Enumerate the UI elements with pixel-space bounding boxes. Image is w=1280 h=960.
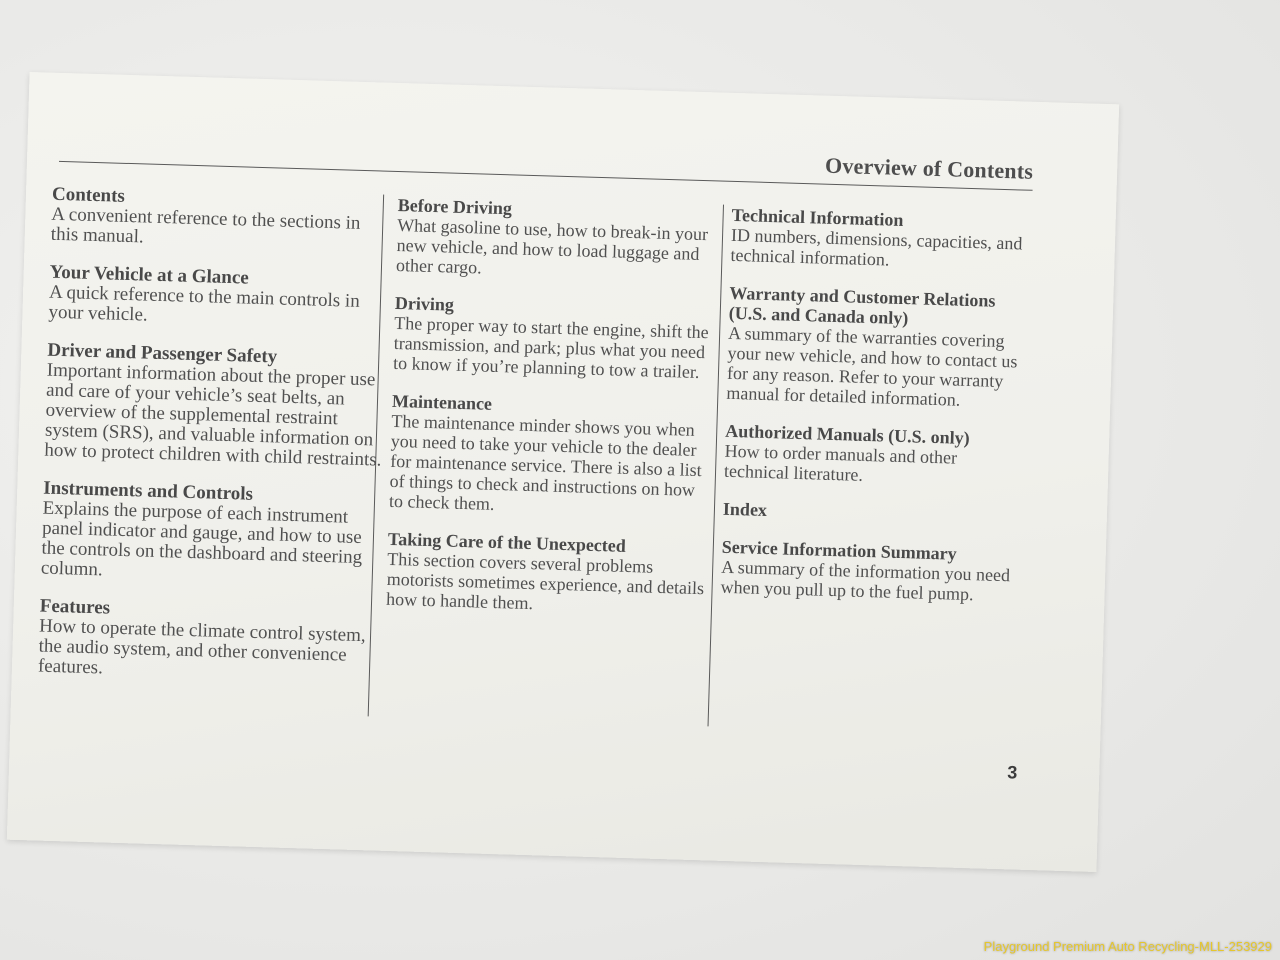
section-title: Authorized Manuals (U.S. only)	[724, 420, 971, 449]
manual-page	[7, 72, 1119, 872]
section-authorized-manuals	[724, 421, 1026, 490]
section-technical-information	[730, 205, 1032, 274]
section-title: Maintenance	[391, 390, 493, 414]
section-contents	[51, 185, 393, 255]
section-warranty	[726, 283, 1029, 412]
watermark-text: Playground Premium Auto Recycling-MLL-253929	[983, 939, 1272, 954]
column-left	[37, 185, 392, 705]
section-description: A convenient reference to the sections in this manual.	[50, 203, 361, 248]
section-description: How to operate the climate control system, the audio system, and other convenience features.	[37, 615, 366, 679]
section-title: Contents	[51, 183, 126, 207]
section-vehicle-at-a-glance	[48, 263, 390, 333]
section-title: Your Vehicle at a Glance	[49, 261, 250, 289]
page-number: 3	[1006, 762, 1018, 783]
section-description: A quick reference to the main controls in your vehicle.	[48, 281, 361, 326]
section-title: Taking Care of the Unexpected	[387, 528, 627, 556]
section-title: Driver and Passenger Safety	[47, 339, 278, 368]
section-index	[723, 499, 1023, 528]
column-middle	[385, 195, 718, 636]
section-before-driving	[396, 195, 718, 284]
section-description: The proper way to start the engine, shift the transmission, and park; plus what you need to know if you’re planning to tow a trailer.	[392, 312, 709, 382]
section-driver-passenger-safety	[44, 341, 387, 471]
page-title: Overview of Contents	[824, 152, 1034, 184]
section-description: This section covers several problems motorists sometimes experience, and details how to handle them.	[385, 548, 705, 614]
section-description: ID numbers, dimensions, capacities, and technical information.	[730, 224, 1023, 270]
section-features	[38, 597, 380, 687]
column-right	[720, 205, 1032, 624]
section-service-information	[720, 537, 1022, 606]
section-description: A summary of the information you need when you pull up to the fuel pump.	[720, 556, 1011, 605]
section-title: Features	[39, 595, 111, 619]
section-driving	[393, 293, 715, 382]
section-unexpected	[386, 529, 708, 618]
section-description: What gasoline to use, how to break-in your new vehicle, and how to load luggage and other cargo.	[395, 214, 709, 278]
section-description: A summary of the warranties covering your new vehicle, and how to contact us for any reason. Refer to your warranty manual for detailed information.	[726, 322, 1018, 410]
section-maintenance	[389, 391, 712, 520]
section-title: Warranty and Customer Relations (U.S. and Canada only)	[728, 282, 996, 329]
section-title: Before Driving	[397, 194, 513, 219]
section-description: Important information about the proper use and care of your vehicle’s seat belts, an overview of the supplemental restraint system (SRS), and valuable information on how to protect children with child restraints.	[44, 359, 382, 471]
section-title: Instruments and Controls	[42, 477, 254, 505]
section-title: Driving	[394, 292, 455, 315]
section-title: Technical Information	[731, 204, 904, 230]
section-description: How to order manuals and other technical literature.	[723, 440, 958, 485]
section-description: Explains the purpose of each instrument panel indicator and gauge, and how to use the controls on the dashboard and steering column.	[40, 497, 363, 581]
section-title: Index	[722, 498, 768, 521]
section-title: Service Information Summary	[721, 536, 958, 564]
section-instruments-controls	[41, 479, 384, 589]
section-description: The maintenance minder shows you when you need to take your vehicle to the dealer for maintenance service. There is also a list of things to check and instructions on how to check them.	[388, 410, 702, 514]
